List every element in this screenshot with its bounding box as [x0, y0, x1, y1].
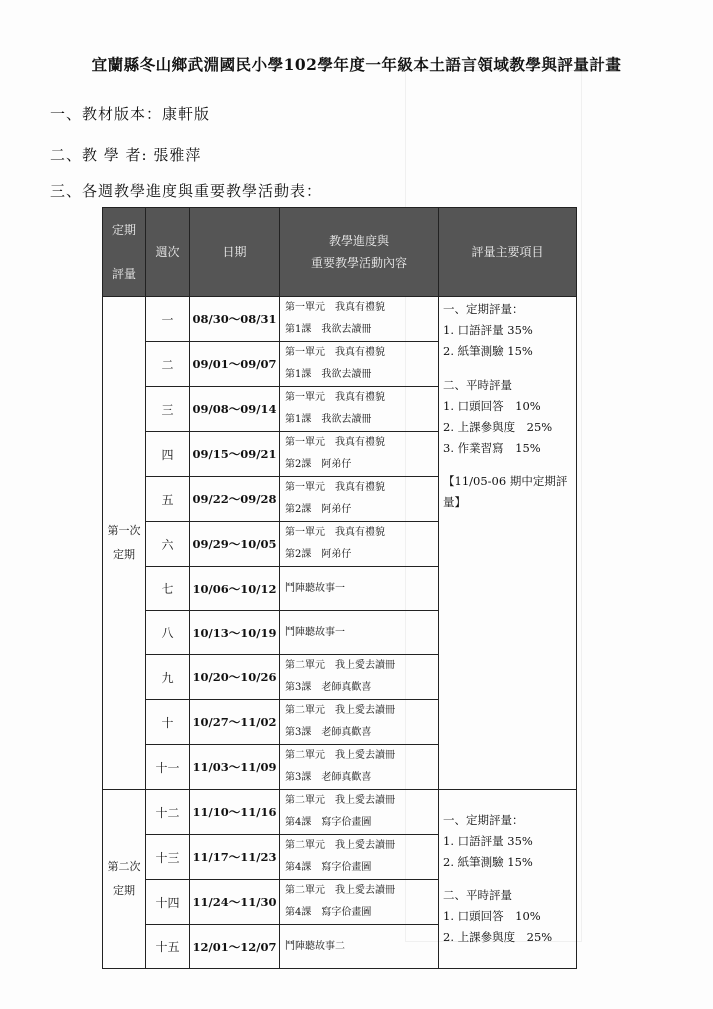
week-cell: 十: [146, 700, 190, 745]
date-cell: 08/30～08/31: [190, 297, 280, 342]
content-header: 教學進度與 重要教學活動內容: [280, 208, 439, 297]
page-title: 宜蘭縣冬山鄉武淵國民小學102學年度一年級本土語言領域教學與評量計畫: [91, 55, 622, 74]
week-cell: 三: [146, 387, 190, 432]
date-cell: 10/27～11/02: [190, 700, 280, 745]
date-cell: 10/06～10/12: [190, 567, 280, 611]
week-cell: 八: [146, 611, 190, 655]
date-cell: 09/08～09/14: [190, 387, 280, 432]
second-eval-cell: 一、定期評量： 1. 口語評量 35% 2. 紙筆測驗 15% 二、平時評量 1. 口頭回答 10% 2. 上課參與度 25%: [439, 790, 577, 969]
activity-cell: 第一單元 我真有禮貌 第1課 我欲去讀冊: [280, 342, 439, 387]
activity-cell: 第二單元 我上愛去讀冊 第4課 寫字佮畫圖: [280, 790, 439, 835]
exam-header: 定期 評量: [103, 208, 146, 297]
activity-cell: 第二單元 我上愛去讀冊 第4課 寫字佮畫圖: [280, 835, 439, 880]
date-cell: 10/20～10/26: [190, 655, 280, 700]
date-cell: 11/03～11/09: [190, 745, 280, 790]
week-cell: 五: [146, 477, 190, 522]
textbook-line: 一、教材版本：康軒版: [50, 105, 211, 123]
week-cell: 十四: [146, 880, 190, 925]
activity-cell: 鬥陣聽故事二: [280, 925, 439, 969]
table-row: [103, 297, 577, 342]
date-cell: 09/01～09/07: [190, 342, 280, 387]
week-cell: 一: [146, 297, 190, 342]
header-row: [103, 208, 577, 297]
week-cell: 十一: [146, 745, 190, 790]
activity-cell: 第二單元 我上愛去讀冊 第3課 老師真歡喜: [280, 655, 439, 700]
week-cell: 九: [146, 655, 190, 700]
date-cell: 11/10～11/16: [190, 790, 280, 835]
date-cell: 09/22～09/28: [190, 477, 280, 522]
section-heading: 三、各週教學進度與重要教學活動表：: [50, 182, 323, 200]
activity-cell: 第二單元 我上愛去讀冊 第3課 老師真歡喜: [280, 745, 439, 790]
date-cell: 11/17～11/23: [190, 835, 280, 880]
week-cell: 四: [146, 432, 190, 477]
date-cell: 11/24～11/30: [190, 880, 280, 925]
activity-cell: 鬥陣聽故事一: [280, 567, 439, 611]
date-header: 日期: [190, 208, 280, 297]
eval-header: 評量主要項目: [439, 208, 577, 297]
week-cell: 十五: [146, 925, 190, 969]
date-cell: 09/29～10/05: [190, 522, 280, 567]
first-eval-cell: 一、定期評量： 1. 口語評量 35% 2. 紙筆測驗 15% 二、平時評量 1. 口頭回答 10% 2. 上課參與度 25% 3. 作業習寫 15% 【11/05-06 期中定期評量】: [439, 297, 577, 790]
week-cell: 十二: [146, 790, 190, 835]
teacher-line: 二、教 學 者: 張雅萍: [50, 146, 202, 164]
week-cell: 二: [146, 342, 190, 387]
activity-cell: 第一單元 我真有禮貌 第1課 我欲去讀冊: [280, 297, 439, 342]
date-cell: 10/13～10/19: [190, 611, 280, 655]
activity-cell: 第一單元 我真有禮貌 第1課 我欲去讀冊: [280, 387, 439, 432]
week-cell: 七: [146, 567, 190, 611]
first-exam-cell: 第一次 定期: [103, 297, 146, 790]
week-header: 週次: [146, 208, 190, 297]
week-cell: 十三: [146, 835, 190, 880]
date-cell: 12/01～12/07: [190, 925, 280, 969]
week-cell: 六: [146, 522, 190, 567]
activity-cell: 鬥陣聽故事一: [280, 611, 439, 655]
activity-cell: 第一單元 我真有禮貌 第2課 阿弟仔: [280, 477, 439, 522]
schedule-table: [102, 207, 577, 969]
activity-cell: 第二單元 我上愛去讀冊 第4課 寫字佮畫圖: [280, 880, 439, 925]
midterm-note: 【11/05-06 期中定期評量】: [443, 474, 568, 509]
activity-cell: 第一單元 我真有禮貌 第2課 阿弟仔: [280, 522, 439, 567]
activity-cell: 第一單元 我真有禮貌 第2課 阿弟仔: [280, 432, 439, 477]
date-cell: 09/15～09/21: [190, 432, 280, 477]
table-row: [103, 790, 577, 835]
second-exam-cell: 第二次 定期: [103, 790, 146, 969]
activity-cell: 第二單元 我上愛去讀冊 第3課 老師真歡喜: [280, 700, 439, 745]
